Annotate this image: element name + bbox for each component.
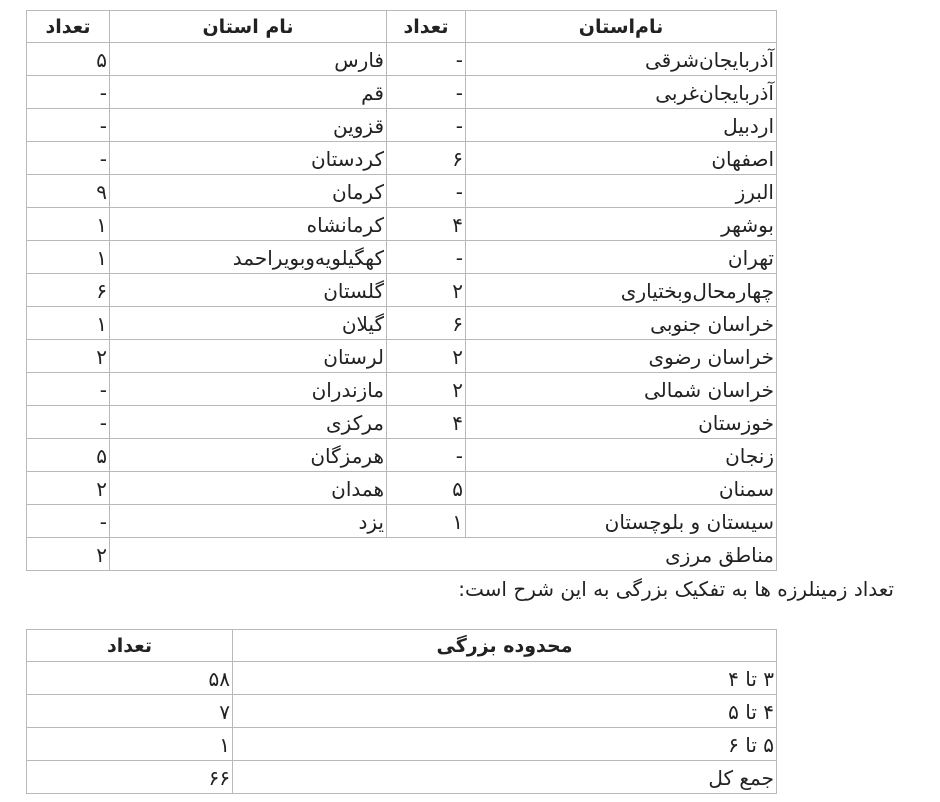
cell-province-2: هرمزگان [110,439,387,472]
cell-count-1: ۶ [387,307,466,340]
cell-count-2: - [27,406,110,439]
cell-count-1: - [387,43,466,76]
cell-province-1: اردبیل [466,109,777,142]
cell-province-2: مازندران [110,373,387,406]
cell-province-2: همدان [110,472,387,505]
cell-province-2: کهگیلویه‌وبویراحمد [110,241,387,274]
table-row [27,76,777,109]
cell-count-1: - [387,76,466,109]
cell-count-2: - [27,109,110,142]
cell-province-1: آذربایجان‌غربی [466,76,777,109]
magnitude-table-body [27,662,777,794]
cell-province-1: تهران [466,241,777,274]
header-count: تعداد [27,630,233,662]
cell-count-2: - [27,373,110,406]
cell-count-2: ۱ [27,307,110,340]
province-table-body [27,43,777,571]
cell-province-2: کرمان [110,175,387,208]
cell-count-1: - [387,241,466,274]
cell-province-1: البرز [466,175,777,208]
cell-province-1: چهارمحال‌وبختیاری [466,274,777,307]
cell-province-2: یزد [110,505,387,538]
cell-province-1: خوزستان [466,406,777,439]
table-row [27,538,777,571]
table-header-row [27,11,777,43]
cell-count-1: ۲ [387,373,466,406]
cell-count-2: ۵ [27,439,110,472]
cell-province-1: خراسان جنوبی [466,307,777,340]
cell-count-2: - [27,505,110,538]
cell-province-2: لرستان [110,340,387,373]
table-row [27,307,777,340]
cell-magnitude-range: جمع کل [233,761,777,794]
cell-province-1: بوشهر [466,208,777,241]
cell-count-1: - [387,175,466,208]
header-province-1: نام‌استان [466,11,777,43]
cell-count-1: ۴ [387,208,466,241]
table-row [27,241,777,274]
cell-province-2: فارس [110,43,387,76]
table-header-row [27,630,777,662]
table-row [27,406,777,439]
cell-province-1: سمنان [466,472,777,505]
table-row [27,728,777,761]
province-earthquake-table [26,10,777,571]
cell-province-1: خراسان شمالی [466,373,777,406]
table-row [27,472,777,505]
header-count-1: تعداد [387,11,466,43]
table-row [27,373,777,406]
table-row [27,142,777,175]
cell-province-1: اصفهان [466,142,777,175]
cell-province-1: آذربایجان‌شرقی [466,43,777,76]
cell-province-2: قزوین [110,109,387,142]
table-row [27,43,777,76]
table-row [27,340,777,373]
cell-count-2: ۱ [27,208,110,241]
cell-count-1: ۵ [387,472,466,505]
cell-count: ۶۶ [27,761,233,794]
cell-count-1: ۱ [387,505,466,538]
cell-count: ۵۸ [27,662,233,695]
cell-count: ۱ [27,728,233,761]
cell-magnitude-range: ۳ تا ۴ [233,662,777,695]
header-province-2: نام استان [110,11,387,43]
header-magnitude-range: محدوده بزرگی [233,630,777,662]
cell-province-2: قم [110,76,387,109]
cell-border-regions-count: ۲ [27,538,110,571]
cell-border-regions-label: مناطق مرزی [110,538,777,571]
cell-province-2: کردستان [110,142,387,175]
header-count-2: تعداد [27,11,110,43]
cell-count: ۷ [27,695,233,728]
cell-province-2: مرکزی [110,406,387,439]
cell-count-1: - [387,439,466,472]
table-row [27,439,777,472]
table-row [27,109,777,142]
cell-count-2: ۲ [27,472,110,505]
cell-count-2: - [27,76,110,109]
cell-count-2: ۶ [27,274,110,307]
table-row [27,505,777,538]
cell-count-1: ۶ [387,142,466,175]
cell-count-2: - [27,142,110,175]
cell-count-1: ۲ [387,274,466,307]
cell-count-2: ۲ [27,340,110,373]
table-row [27,695,777,728]
cell-province-2: گلستان [110,274,387,307]
cell-count-1: ۴ [387,406,466,439]
cell-province-1: خراسان رضوی [466,340,777,373]
cell-count-1: - [387,109,466,142]
magnitude-summary-text: تعداد زمینلرزه ها به تفکیک بزرگی به این شرح است: [458,577,894,601]
cell-province-2: گیلان [110,307,387,340]
cell-province-1: سیستان و بلوچستان [466,505,777,538]
table-row [27,175,777,208]
table-row [27,274,777,307]
table-row [27,208,777,241]
cell-count-2: ۹ [27,175,110,208]
cell-magnitude-range: ۵ تا ۶ [233,728,777,761]
cell-province-1: زنجان [466,439,777,472]
magnitude-table [26,629,777,794]
table-row [27,662,777,695]
cell-count-2: ۵ [27,43,110,76]
cell-province-2: کرمانشاه [110,208,387,241]
cell-count-2: ۱ [27,241,110,274]
table-row [27,761,777,794]
cell-count-1: ۲ [387,340,466,373]
cell-magnitude-range: ۴ تا ۵ [233,695,777,728]
